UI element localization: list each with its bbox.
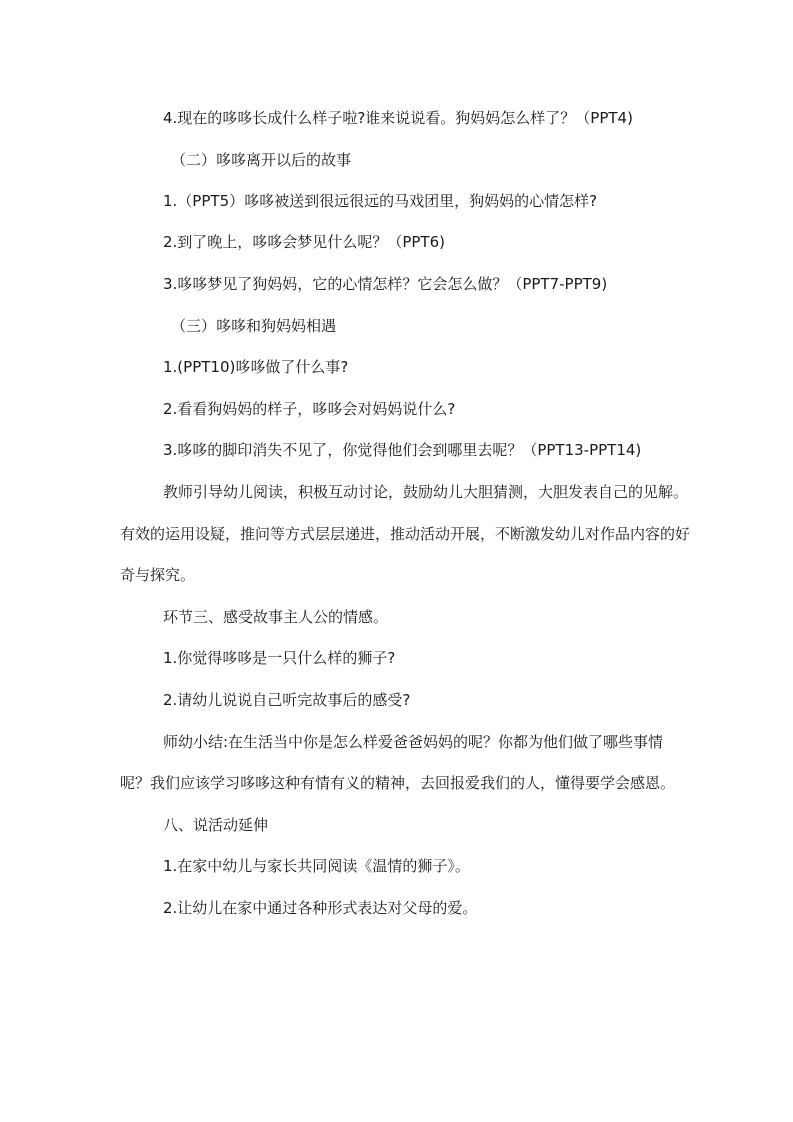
section-3-question-3: 3.哆哆的脚印消失不见了，你觉得他们会到哪里去呢？（PPT13-PPT14) [163, 441, 642, 459]
teacher-guidance-continuation: 有效的运用设疑，推问等方式层层递进，推动活动开展，不断激发幼儿对作品内容的好 [120, 525, 691, 543]
stage-3-question-2: 2.请幼儿说说自己听完故事后的感受? [163, 691, 411, 709]
section-2-question-2: 2.到了晚上，哆哆会梦见什么呢？（PPT6) [163, 233, 445, 251]
section-2-heading: （二）哆哆离开以后的故事 [171, 151, 352, 169]
question-4-paragraph: 4.现在的哆哆长成什么样子啦?谁来说说看。狗妈妈怎么样了？（PPT4) [163, 109, 633, 127]
stage-3-question-1: 1.你觉得哆哆是一只什么样的狮子? [163, 649, 396, 667]
teacher-guidance-paragraph: 教师引导幼儿阅读，积极互动讨论，鼓励幼儿大胆猜测，大胆发表自己的见解。 [163, 483, 689, 501]
extension-item-2: 2.让幼儿在家中通过各种形式表达对父母的爱。 [163, 899, 478, 917]
stage-3-heading: 环节三、感受故事主人公的情感。 [163, 608, 389, 626]
teacher-guidance-end: 奇与探究。 [120, 566, 196, 584]
summary-paragraph: 师幼小结:在生活当中你是怎么样爱爸爸妈妈的呢？你都为他们做了哪些事情 [163, 733, 664, 751]
section-2-question-3: 3.哆哆梦见了狗妈妈，它的心情怎样？它会怎么做？（PPT7-PPT9) [163, 275, 608, 293]
extension-item-1: 1.在家中幼儿与家长共同阅读《温情的狮子》。 [163, 857, 470, 875]
extension-heading: 八、说活动延伸 [163, 816, 269, 834]
summary-continuation: 呢？我们应该学习哆哆这种有情有义的精神，去回报爱我们的人，懂得要学会感恩。 [120, 774, 676, 792]
section-3-question-2: 2.看看狗妈妈的样子，哆哆会对妈妈说什么? [163, 400, 456, 418]
section-2-question-1: 1.（PPT5）哆哆被送到很远很远的马戏团里，狗妈妈的心情怎样? [163, 192, 598, 210]
section-3-question-1: 1.(PPT10)哆哆做了什么事? [163, 358, 349, 376]
section-3-heading: （三）哆哆和狗妈妈相遇 [171, 317, 337, 335]
